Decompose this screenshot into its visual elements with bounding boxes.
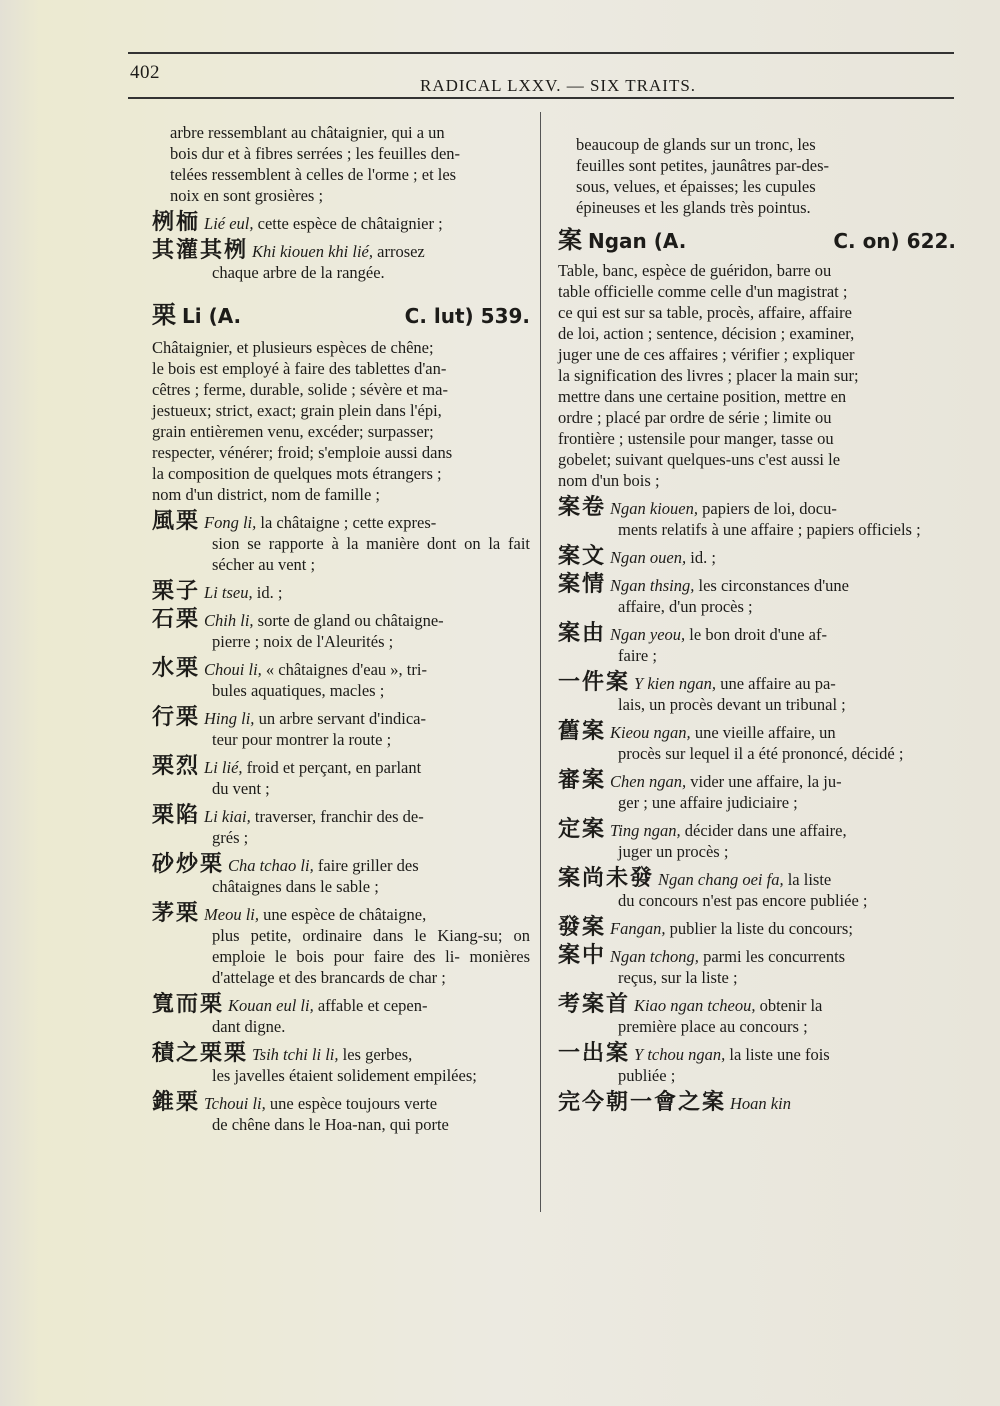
entry-characters: 一件案 xyxy=(558,670,631,695)
entry-characters: 一出案 xyxy=(558,1041,631,1066)
entry-romanization: Ngan chang oei fa, xyxy=(658,870,784,889)
left-main-heading xyxy=(152,301,530,329)
column-divider xyxy=(540,112,541,1212)
dictionary-entry xyxy=(558,917,956,939)
entry-gloss-continued: reçus, sur la liste ; xyxy=(618,968,738,987)
running-title: RADICAL LXXV. — SIX TRAITS. xyxy=(420,76,697,95)
entry-head-line xyxy=(152,707,530,729)
dictionary-entry xyxy=(558,770,956,813)
entry-head-line xyxy=(152,212,530,234)
entry-romanization: Meou li, xyxy=(204,905,260,924)
right-intro xyxy=(558,134,956,218)
description-line: la signification des livres ; placer la main sur; xyxy=(558,366,859,385)
entry-gloss-continued: grés ; xyxy=(212,828,249,847)
description-line: table officielle comme celle d'un magistrat ; xyxy=(558,282,848,301)
entry-gloss-continued: teur pour montrer la route ; xyxy=(212,730,392,749)
entry-gloss: obtenir la xyxy=(755,996,823,1015)
description-line: ce qui est sur sa table, procès, affaire, affaire xyxy=(558,303,852,322)
entry-gloss-continued: publiée ; xyxy=(618,1066,676,1085)
entry-head-line xyxy=(558,1043,956,1065)
right-head-word: Ngan (A. xyxy=(588,229,687,253)
left-column xyxy=(152,122,530,1135)
entry-gloss: la châtaigne ; cette expres- xyxy=(256,513,437,532)
description-line: gobelet; suivant quelques-uns c'est aussi le xyxy=(558,450,841,469)
header-rule-bottom xyxy=(128,97,954,99)
entry-characters: 案情 xyxy=(558,572,607,597)
dictionary-entry xyxy=(152,854,530,897)
right-head-character: 案 xyxy=(558,226,582,254)
entry-gloss-continued: de chêne dans le Hoa-nan, qui porte xyxy=(212,1115,449,1134)
entry-gloss: publier la liste du concours; xyxy=(665,919,853,938)
entry-romanization: Ngan thsing, xyxy=(610,576,695,595)
description-line: la composition de quelques mots étrangers ; xyxy=(152,464,442,483)
intro-line: sous, velues, et épaisses; les cupules xyxy=(576,177,816,196)
entry-gloss-continued: ments relatifs à une affaire ; papiers officiels ; xyxy=(618,520,921,539)
description-line: jestueux; strict, exact; grain plein dans l'épi, xyxy=(152,401,442,420)
description-line: Châtaignier, et plusieurs espèces de chêne; xyxy=(152,338,434,357)
entry-gloss-continued: pierre ; noix de l'Aleurités ; xyxy=(212,632,394,651)
dictionary-entry xyxy=(152,581,530,603)
dictionary-entry xyxy=(152,511,530,575)
entry-characters: 考案首 xyxy=(558,992,631,1017)
entry-romanization: Li lié, xyxy=(204,758,243,777)
entry-gloss: froid et perçant, en parlant xyxy=(242,758,422,777)
entry-head-line xyxy=(558,574,956,596)
intro-line: telées ressemblent à celles de l'orme ; et les xyxy=(170,165,457,184)
dictionary-entry xyxy=(558,546,956,568)
entry-characters: 案由 xyxy=(558,621,607,646)
entry-romanization: Hoan kin xyxy=(730,1094,791,1113)
left-head-word: Li (A. xyxy=(182,304,242,328)
entry-gloss-continued: première place au concours ; xyxy=(618,1017,808,1036)
entry-head-line xyxy=(558,770,956,792)
entry-head-line xyxy=(558,672,956,694)
right-entries xyxy=(558,497,956,1114)
entry-gloss: décider dans une affaire, xyxy=(680,821,847,840)
entry-gloss: le bon droit d'une af- xyxy=(685,625,827,644)
entry-gloss-continued: chaque arbre de la rangée. xyxy=(212,263,385,282)
entry-characters: 石栗 xyxy=(152,607,201,632)
dictionary-entry xyxy=(558,721,956,764)
dictionary-entry xyxy=(558,497,956,540)
left-main-description xyxy=(152,337,530,505)
dictionary-entry xyxy=(558,819,956,862)
entry-characters: 案卷 xyxy=(558,495,607,520)
entry-romanization: Li tseu, xyxy=(204,583,253,602)
entry-gloss-continued: juger un procès ; xyxy=(618,842,729,861)
dictionary-entry xyxy=(558,672,956,715)
entry-gloss-continued: sion se rapporte à la manière dont on la fait sécher au vent ; xyxy=(212,534,530,574)
entry-head-line xyxy=(152,511,530,533)
right-main-description xyxy=(558,260,956,491)
description-line: nom d'un district, nom de famille ; xyxy=(152,485,380,504)
entry-gloss: une espèce toujours verte xyxy=(265,1094,438,1113)
entry-romanization: Li kiai, xyxy=(204,807,251,826)
entry-gloss-continued: affaire, d'un procès ; xyxy=(618,597,753,616)
description-line: grain entièremen venu, excéder; surpasser; xyxy=(152,422,434,441)
entry-gloss: vider une affaire, la ju- xyxy=(686,772,842,791)
entry-romanization: Ngan yeou, xyxy=(610,625,686,644)
description-line: de loi, action ; sentence, décision ; examiner, xyxy=(558,324,855,343)
entry-gloss-continued: plus petite, ordinaire dans le Kiang-su; on emploie le bois pour faire des li- monières d'attelage et des brancards de char ; xyxy=(212,926,530,987)
entry-gloss: la liste une fois xyxy=(725,1045,830,1064)
entry-romanization: Ngan ouen, xyxy=(610,548,687,567)
entry-gloss: parmi les concurrents xyxy=(698,947,846,966)
entry-gloss-continued: du vent ; xyxy=(212,779,270,798)
entry-gloss: affable et cepen- xyxy=(313,996,428,1015)
entry-gloss-continued: procès sur lequel il a été prononcé, décidé ; xyxy=(618,744,904,763)
entry-head-line xyxy=(152,756,530,778)
entry-gloss-continued: bules aquatiques, macles ; xyxy=(212,681,385,700)
entry-head-line xyxy=(152,581,530,603)
entry-characters: 栗烈 xyxy=(152,754,201,779)
entry-characters: 定案 xyxy=(558,817,607,842)
entry-head-line xyxy=(152,658,530,680)
dictionary-entry xyxy=(558,945,956,988)
entry-gloss-continued: ger ; une affaire judiciaire ; xyxy=(618,793,798,812)
description-line: nom d'un bois ; xyxy=(558,471,660,490)
dictionary-entry xyxy=(558,574,956,617)
entry-romanization: Ngan kiouen, xyxy=(610,499,699,518)
entry-gloss: sorte de gland ou châtaigne- xyxy=(253,611,444,630)
left-entries xyxy=(152,511,530,1135)
intro-line: bois dur et à fibres serrées ; les feuilles den- xyxy=(170,144,461,163)
dictionary-entry xyxy=(152,756,530,799)
dictionary-entry xyxy=(152,805,530,848)
entry-head-line xyxy=(558,917,956,939)
entry-gloss-continued: lais, un procès devant un tribunal ; xyxy=(618,695,846,714)
entry-romanization: Choui li, xyxy=(204,660,262,679)
entry-romanization: Tsih tchi li li, xyxy=(252,1045,339,1064)
entry-head-line xyxy=(558,721,956,743)
right-column xyxy=(558,134,956,1114)
entry-gloss-continued: du concours n'est pas encore publiée ; xyxy=(618,891,868,910)
entry-head-line xyxy=(152,903,530,925)
entry-gloss: la liste xyxy=(783,870,832,889)
dictionary-entry xyxy=(152,1043,530,1086)
entry-head-line xyxy=(152,994,530,1016)
intro-line: beaucoup de glands sur un tronc, les xyxy=(576,135,816,154)
description-line: Table, banc, espèce de guéridon, barre ou xyxy=(558,261,832,280)
entry-head-line xyxy=(558,546,956,568)
left-intro xyxy=(152,122,530,206)
dictionary-entry xyxy=(558,868,956,911)
entry-romanization: Kieou ngan, xyxy=(610,723,691,742)
entry-characters: 栗子 xyxy=(152,579,201,604)
entry-head-line xyxy=(152,854,530,876)
entry-head-line xyxy=(152,240,530,262)
entry-head-line xyxy=(558,868,956,890)
entry-gloss-continued: dant digne. xyxy=(212,1017,286,1036)
entry-head-line xyxy=(152,1043,530,1065)
entry-romanization: Fong li, xyxy=(204,513,257,532)
entry-gloss-continued: les javelles étaient solidement empilées; xyxy=(212,1066,477,1085)
entry-head-line xyxy=(558,1092,956,1114)
right-main-heading xyxy=(558,226,956,254)
entry-romanization: Hing li, xyxy=(204,709,255,728)
entry-gloss: id. ; xyxy=(252,583,283,602)
entry-romanization: Khi kiouen khi lié, xyxy=(252,242,373,261)
left-head-code: C. lut) 539. xyxy=(404,304,530,328)
description-line: cêtres ; ferme, durable, solide ; sévère et ma- xyxy=(152,380,448,399)
entry-gloss: une vieille affaire, un xyxy=(690,723,836,742)
dictionary-entry xyxy=(152,707,530,750)
description-line: juger une de ces affaires ; vérifier ; expliquer xyxy=(558,345,855,364)
intro-line: épineuses et les glands très pointus. xyxy=(576,198,811,217)
entry-head-line xyxy=(152,609,530,631)
entry-head-line xyxy=(558,994,956,1016)
entry-head-line xyxy=(558,819,956,841)
entry-romanization: Kiao ngan tcheou, xyxy=(634,996,756,1015)
entry-romanization: Tchoui li, xyxy=(204,1094,266,1113)
entry-characters: 砂炒栗 xyxy=(152,852,225,877)
dictionary-entry xyxy=(152,658,530,701)
entry-characters: 發案 xyxy=(558,915,607,940)
entry-characters: 案中 xyxy=(558,943,607,968)
entry-romanization: Chih li, xyxy=(204,611,254,630)
entry-gloss: une espèce de châtaigne, xyxy=(259,905,427,924)
entry-head-line xyxy=(558,497,956,519)
entry-characters: 茅栗 xyxy=(152,901,201,926)
entry-romanization: Ting ngan, xyxy=(610,821,681,840)
entry-characters: 積之栗栗 xyxy=(152,1041,249,1066)
entry-characters: 栵栭 xyxy=(152,210,201,235)
entry-gloss: arrosez xyxy=(373,242,425,261)
entry-characters: 水栗 xyxy=(152,656,201,681)
left-head-character: 栗 xyxy=(152,301,176,329)
dictionary-entry xyxy=(558,623,956,666)
entry-characters: 案文 xyxy=(558,544,607,569)
entry-gloss: cette espèce de châtaignier ; xyxy=(253,214,443,233)
entry-romanization: Lié eul, xyxy=(204,214,254,233)
entry-gloss: « châtaignes d'eau », tri- xyxy=(261,660,427,679)
entry-characters: 審案 xyxy=(558,768,607,793)
entry-gloss: faire griller des xyxy=(313,856,419,875)
description-line: le bois est employé à faire des tablettes d'an- xyxy=(152,359,447,378)
entry-characters: 完今朝一會之案 xyxy=(558,1090,727,1115)
right-head-code: C. on) 622. xyxy=(833,229,956,253)
dictionary-entry xyxy=(152,903,530,988)
description-line: frontière ; ustensile pour manger, tasse ou xyxy=(558,429,834,448)
entry-head-line xyxy=(558,623,956,645)
entry-romanization: Kouan eul li, xyxy=(228,996,314,1015)
entry-romanization: Ngan tchong, xyxy=(610,947,699,966)
entry-gloss: les gerbes, xyxy=(338,1045,413,1064)
entry-romanization: Cha tchao li, xyxy=(228,856,314,875)
description-line: ordre ; placé par ordre de série ; limite ou xyxy=(558,408,832,427)
dictionary-entry xyxy=(558,1092,956,1114)
entry-characters: 其灌其栵 xyxy=(152,238,249,263)
intro-line: noix en sont grosières ; xyxy=(170,186,324,205)
intro-line: feuilles sont petites, jaunâtres par-des- xyxy=(576,156,830,175)
dictionary-entry xyxy=(558,994,956,1037)
entry-gloss: id. ; xyxy=(686,548,716,567)
entry-romanization: Fangan, xyxy=(610,919,666,938)
entry-gloss: papiers de loi, docu- xyxy=(698,499,837,518)
entry-head-line xyxy=(152,1092,530,1114)
entry-characters: 案尚未發 xyxy=(558,866,655,891)
dictionary-entry xyxy=(152,1092,530,1135)
entry-characters: 栗陷 xyxy=(152,803,201,828)
entry-gloss: les circonstances d'une xyxy=(694,576,849,595)
dictionary-entry xyxy=(152,609,530,652)
entry-head-line xyxy=(152,805,530,827)
description-line: mettre dans une certaine position, mettre en xyxy=(558,387,847,406)
description-line: respecter, vénérer; froid; s'emploie aussi dans xyxy=(152,443,453,462)
entry-gloss-continued: châtaignes dans le sable ; xyxy=(212,877,379,896)
entry-gloss-continued: faire ; xyxy=(618,646,657,665)
header-rule-top xyxy=(128,52,954,54)
entry-characters: 寬而栗 xyxy=(152,992,225,1017)
entry-characters: 風栗 xyxy=(152,509,201,534)
entry-characters: 錐栗 xyxy=(152,1090,201,1115)
entry-gloss: traverser, franchir des de- xyxy=(250,807,424,826)
entry-romanization: Chen ngan, xyxy=(610,772,687,791)
entry-characters: 舊案 xyxy=(558,719,607,744)
left-pre-entries xyxy=(152,212,530,283)
entry-head-line xyxy=(558,945,956,967)
entry-romanization: Y kien ngan, xyxy=(634,674,717,693)
dictionary-entry xyxy=(152,994,530,1037)
entry-gloss: un arbre servant d'indica- xyxy=(254,709,427,728)
dictionary-entry xyxy=(152,212,530,234)
page-header xyxy=(128,62,954,98)
entry-characters: 行栗 xyxy=(152,705,201,730)
entry-romanization: Y tchou ngan, xyxy=(634,1045,726,1064)
entry-gloss: une affaire au pa- xyxy=(716,674,836,693)
page-number: 402 xyxy=(130,62,160,83)
intro-line: arbre ressemblant au châtaignier, qui a un xyxy=(170,123,445,142)
dictionary-entry xyxy=(558,1043,956,1086)
dictionary-entry xyxy=(152,240,530,283)
